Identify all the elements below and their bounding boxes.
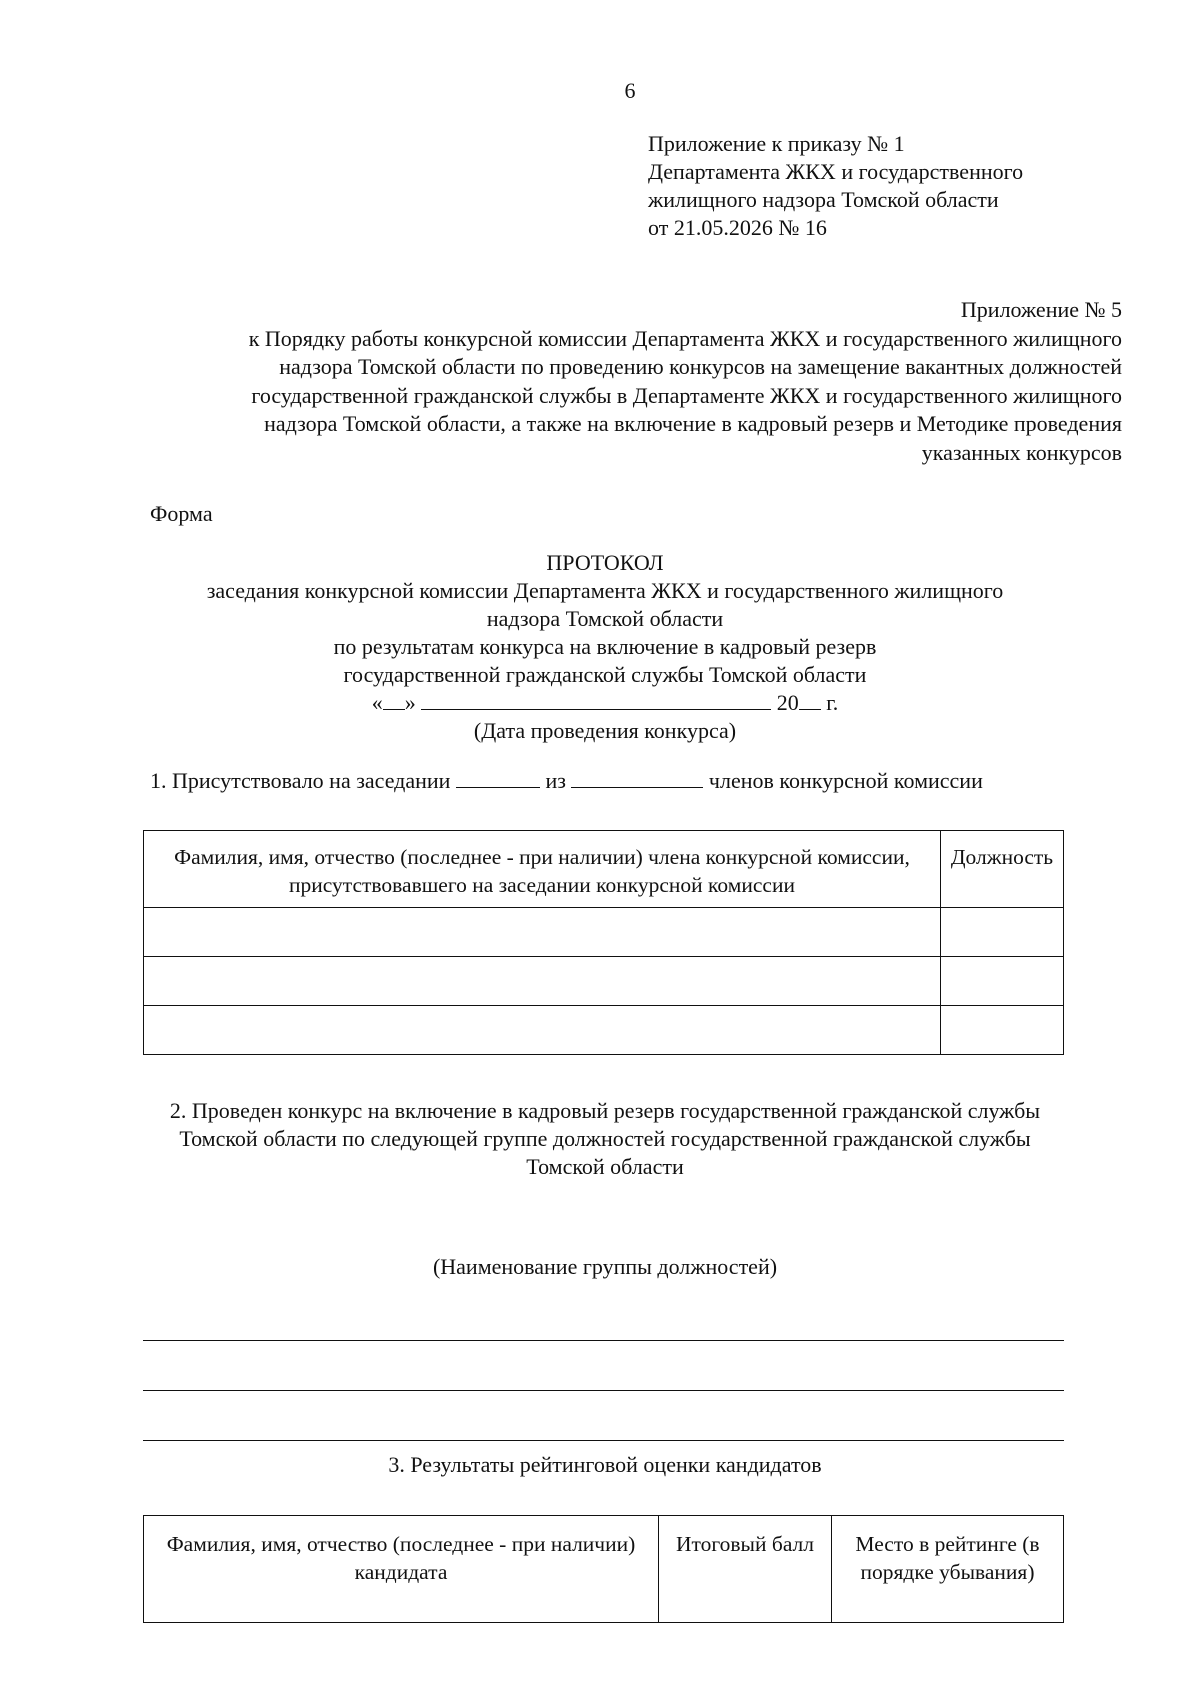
- date-open-quote: «: [371, 690, 383, 715]
- group-name-line[interactable]: [143, 1340, 1064, 1341]
- protocol-date-line: [150, 689, 1060, 717]
- date-month-blank[interactable]: [421, 689, 771, 710]
- section1-text-after: членов конкурсной комиссии: [708, 768, 983, 793]
- protocol-title-block: [150, 549, 1060, 745]
- table-row: [144, 1006, 1064, 1055]
- protocol-title: ПРОТОКОЛ: [546, 550, 664, 575]
- protocol-line: надзора Томской области: [486, 606, 724, 631]
- protocol-line: заседания конкурсной комиссии Департамента ЖКХ и государственного жилищного: [206, 578, 1004, 603]
- total-count-blank[interactable]: [571, 767, 703, 788]
- appendix-5-line: указанных конкурсов: [921, 439, 1122, 465]
- header-position: Должность: [941, 831, 1064, 908]
- member-name-cell[interactable]: [144, 957, 941, 1006]
- form-label: Форма: [150, 501, 213, 526]
- section1-text-before: 1. Присутствовало на заседании: [150, 768, 451, 793]
- protocol-line: государственной гражданской службы Томской области: [343, 662, 867, 687]
- section3-title: 3. Результаты рейтинговой оценки кандидатов: [388, 1452, 822, 1477]
- table-row: [144, 908, 1064, 957]
- member-position-cell[interactable]: [941, 957, 1064, 1006]
- section1-present-line: [150, 767, 983, 794]
- appendix-order-line: Приложение к приказу № 1: [648, 131, 905, 156]
- member-position-cell[interactable]: [941, 908, 1064, 957]
- header-total-score: Итоговый балл: [659, 1516, 832, 1623]
- date-year-blank[interactable]: [799, 689, 821, 710]
- group-name-line[interactable]: [143, 1390, 1064, 1391]
- appendix-5-line: Приложение № 5: [960, 297, 1122, 322]
- appendix-5-line: государственной гражданской службы в Департаменте ЖКХ и государственного жилищного: [251, 382, 1122, 408]
- header-rating-place: Место в рейтинге (в порядке убывания): [832, 1516, 1064, 1623]
- appendix-5-line: надзора Томской области по проведению конкурсов на замещение вакантных должностей: [279, 354, 1122, 379]
- protocol-line: по результатам конкурса на включение в кадровый резерв: [333, 634, 877, 659]
- group-name-line[interactable]: [143, 1440, 1064, 1441]
- appendix-order-block: [648, 130, 1023, 242]
- table-header-row: [144, 1516, 1064, 1623]
- appendix-5-block: [140, 296, 1122, 467]
- rating-table: [143, 1515, 1064, 1623]
- appendix-order-line: от 21.05.2026 № 16: [648, 215, 827, 240]
- group-name-caption: (Наименование группы должностей): [432, 1254, 778, 1279]
- appendix-5-line: надзора Томской области, а также на включение в кадровый резерв и Методике проведения: [264, 411, 1122, 436]
- table-header-row: [144, 831, 1064, 908]
- header-member-name: Фамилия, имя, отчество (последнее - при наличии) члена конкурсной комиссии, присутствовавшего на заседании конкурсной комиссии: [144, 831, 941, 908]
- appendix-5-line: к Порядку работы конкурсной комиссии Департамента ЖКХ и государственного жилищного: [248, 325, 1122, 351]
- date-close-quote: »: [404, 690, 416, 715]
- date-year-suffix: г.: [826, 690, 839, 715]
- section2-text: 2. Проведен конкурс на включение в кадровый резерв государственной гражданской службы Томской области по следующей группе должностей государственной гражданской службы Томской области: [169, 1098, 1041, 1179]
- date-year-prefix: 20: [776, 690, 799, 715]
- date-caption: (Дата проведения конкурса): [473, 718, 737, 743]
- members-table: [143, 830, 1064, 1055]
- header-candidate-name: Фамилия, имя, отчество (последнее - при наличии) кандидата: [144, 1516, 659, 1623]
- appendix-order-line: Департамента ЖКХ и государственного: [648, 159, 1024, 184]
- member-position-cell[interactable]: [941, 1006, 1064, 1055]
- appendix-order-line: жилищного надзора Томской области: [648, 187, 999, 212]
- present-count-blank[interactable]: [456, 767, 540, 788]
- member-name-cell[interactable]: [144, 908, 941, 957]
- page-number: 6: [624, 78, 636, 103]
- table-row: [144, 957, 1064, 1006]
- section1-text-middle: из: [545, 768, 566, 793]
- date-day-blank[interactable]: [383, 689, 405, 710]
- member-name-cell[interactable]: [144, 1006, 941, 1055]
